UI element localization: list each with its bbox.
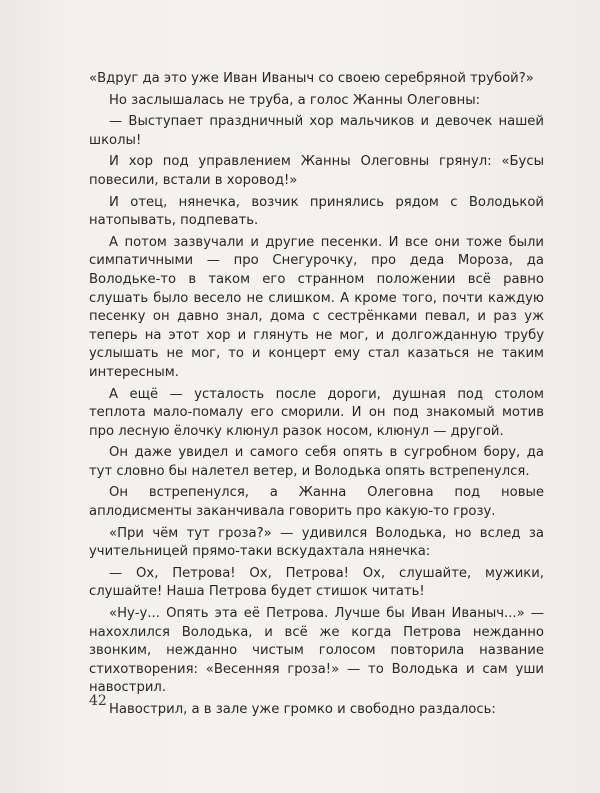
paragraph-9: Он встрепенулся, а Жанна Олеговна под новые аплодисменты заканчивала говорить про какую-то грозу. xyxy=(89,485,544,520)
paragraph-6: А потом зазвучали и другие песенки. И все они тоже были симпатичными — про Снегурочку, про деда Мороза, да Володьке-то в таком его странном положении всё равно слушать было весело не слишком. А кроме того, почти каждую песенку он давно знал, дома с сестрёнками певал, и раз уж теперь на этот хор и глянуть не мог, и долгожданную трубу услышать не мог, то и концерт ему стал казаться не таким интересным. xyxy=(89,234,544,380)
paragraph-2: Но заслышалась не труба, а голос Жанны Олеговны: xyxy=(109,92,481,108)
paragraph-11: — Ох, Петрова! Ох, Петрова! Ох, слушайте, мужики, слушайте! Наша Петрова будет стишок читать! xyxy=(89,565,544,600)
paragraph-7: А ещё — усталость после дороги, душная под столом теплота мало-помалу его сморили. И он под знакомый мотив про лесную ёлочку клюнул разок носом, клюнул — другой. xyxy=(89,386,544,439)
page-number: 42 xyxy=(89,693,107,709)
paragraph-5: И отец, нянечка, возчик принялись рядом с Володькой натопывать, подпевать. xyxy=(89,194,544,229)
paragraph-13: Навострил, а в зале уже громко и свободно раздалось: xyxy=(109,702,496,717)
page-text xyxy=(89,70,544,723)
paragraph-12: «Ну-у... Опять эта её Петрова. Лучше бы Иван Иваныч...» — нахохлился Володька, и всё же когда Петрова нежданно звонким, нежданно чистым голосом повторила название стихотворения: «Весенняя гроза!» — то Володька и сам уши навострил. xyxy=(89,606,544,696)
paragraph-10: «При чём тут гроза?» — удивился Володька, но вслед за учительницей прямо-таки вскудахтала нянечка: xyxy=(89,525,544,560)
paragraph-4: И хор под управлением Жанны Олеговны грянул: «Бусы повесили, встали в хоровод!» xyxy=(89,154,544,188)
paragraph-3: — Выступает праздничный хор мальчиков и девочек нашей школы! xyxy=(89,114,544,148)
paragraph-8: Он даже увидел и самого себя опять в сугробном бору, да тут словно бы налетел ветер, и Володька опять встрепенулся. xyxy=(89,445,544,479)
paragraph-1: «Вдруг да это уже Иван Иваныч со своею серебряной трубой?» xyxy=(89,71,534,86)
